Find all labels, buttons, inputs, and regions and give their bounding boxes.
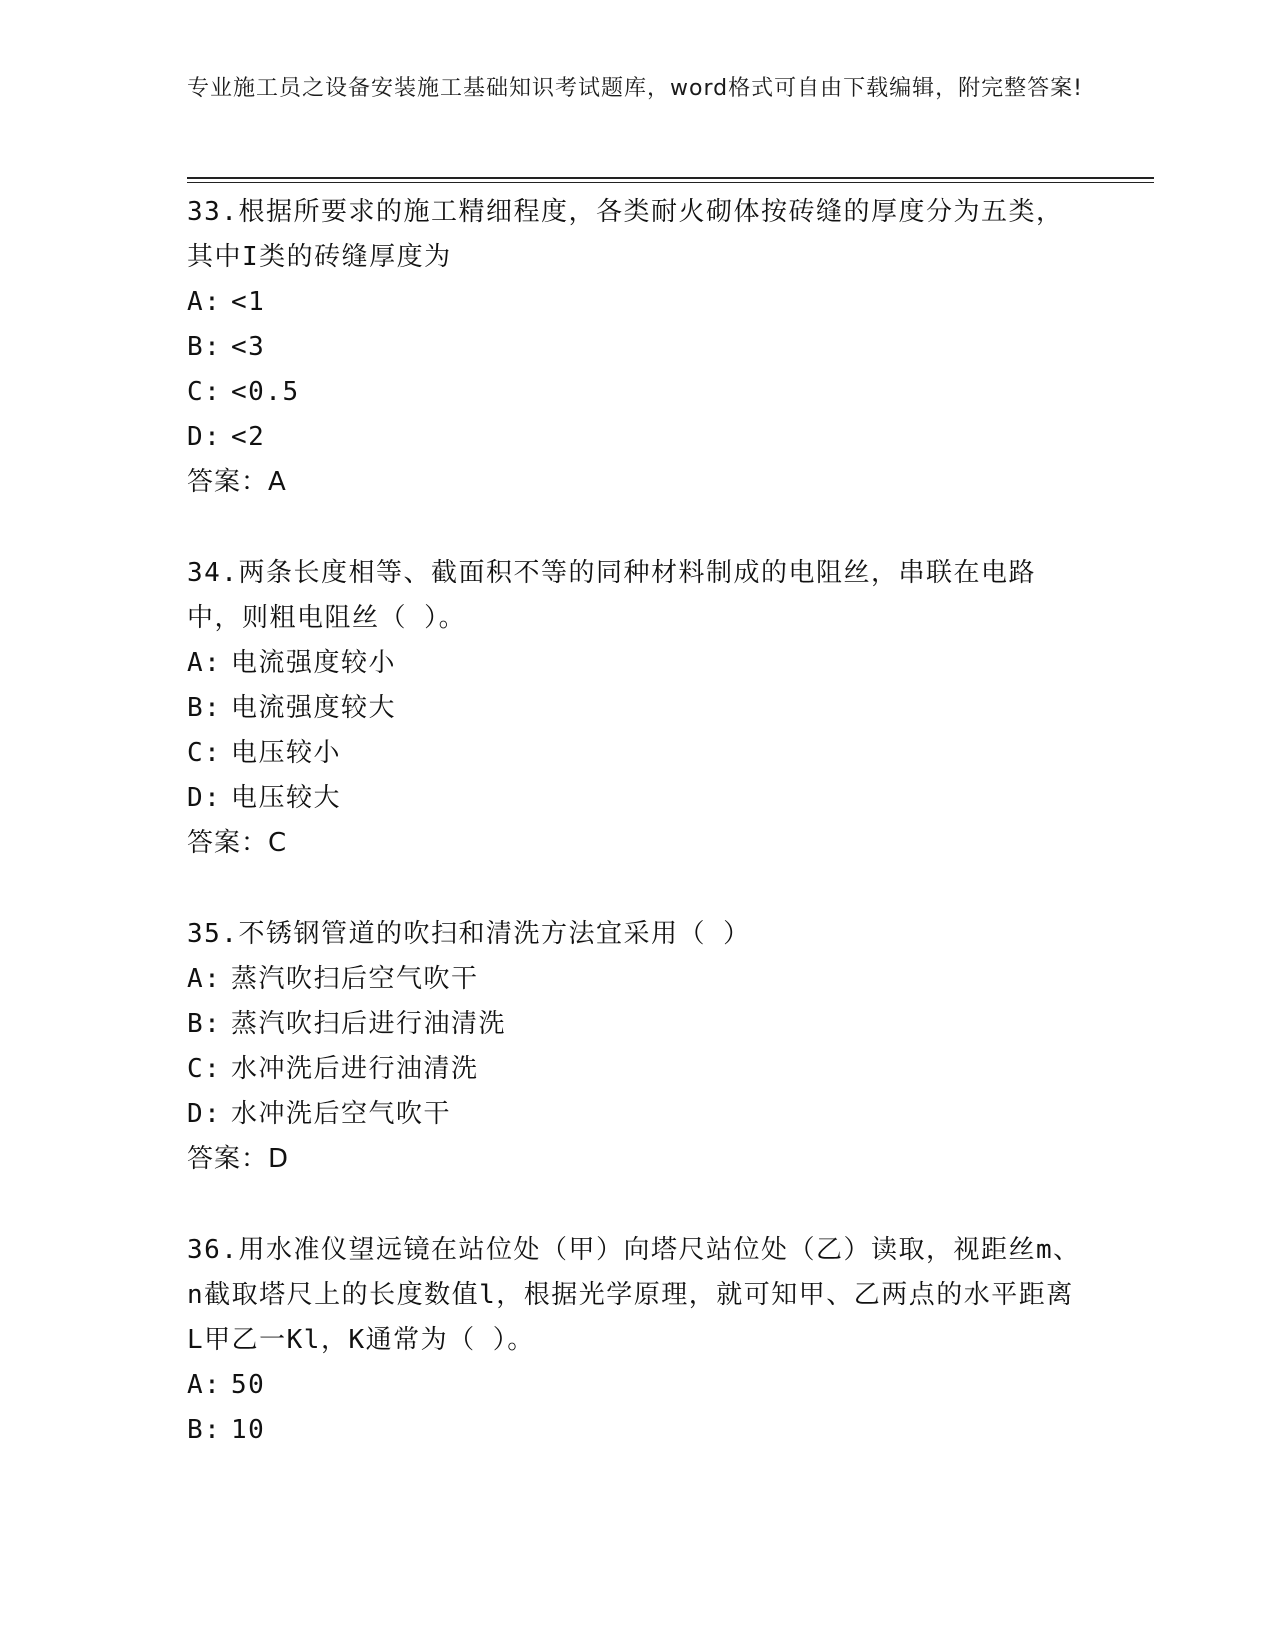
option-c: [187, 731, 1087, 776]
option-key: D:: [187, 1099, 222, 1129]
option-b: [187, 325, 1087, 370]
answer-line: 答案：D: [187, 1144, 290, 1174]
option-value: 电压较小: [231, 738, 342, 768]
option-key: A:: [187, 964, 222, 994]
option-key: A:: [187, 1370, 222, 1400]
option-value: 电压较大: [231, 783, 342, 813]
option-key: B:: [187, 693, 222, 723]
question-36: [187, 1228, 1087, 1453]
option-value: 10: [231, 1415, 266, 1445]
option-value: 50: [231, 1370, 266, 1400]
answer-line: 答案：C: [187, 828, 288, 858]
option-value: 电流强度较小: [231, 648, 397, 678]
option-d: [187, 1092, 1087, 1137]
option-d: [187, 776, 1087, 821]
option-c: [187, 370, 1087, 415]
answer-line: 答案：A: [187, 467, 287, 497]
question-list: [187, 190, 1087, 1499]
header-divider-thick: [187, 177, 1154, 179]
document-header: 专业施工员之设备安装施工基础知识考试题库，word格式可自由下载编辑，附完整答案!: [187, 76, 1083, 101]
option-a: [187, 280, 1087, 325]
question-35: [187, 912, 1087, 1182]
question-34: [187, 551, 1087, 866]
option-key: B:: [187, 1415, 222, 1445]
option-a: [187, 957, 1087, 1002]
option-value: <3: [231, 332, 266, 362]
option-value: 水冲洗后空气吹干: [231, 1099, 452, 1129]
option-key: C:: [187, 377, 222, 407]
option-value: <2: [231, 422, 266, 452]
question-33: [187, 190, 1087, 505]
question-text: 35.不锈钢管道的吹扫和清洗方法宜采用（ ）: [187, 919, 751, 949]
option-b: [187, 1408, 1087, 1453]
question-text: 33.根据所要求的施工精细程度，各类耐火砌体按砖缝的厚度分为五类，其中I类的砖缝厚度为: [187, 197, 1064, 272]
option-b: [187, 1002, 1087, 1047]
option-value: 蒸汽吹扫后进行油清洗: [231, 1009, 507, 1039]
question-text: 34.两条长度相等、截面积不等的同种材料制成的电阻丝，串联在电路中，则粗电阻丝（ ）。: [187, 558, 1036, 633]
question-text: 36.用水准仪望远镜在站位处（甲）向塔尺站位处（乙）读取，视距丝m、n截取塔尺上的长度数值l，根据光学原理，就可知甲、乙两点的水平距离L甲乙一Kl，K通常为（ ）。: [187, 1235, 1081, 1355]
option-key: D:: [187, 422, 222, 452]
option-key: C:: [187, 1054, 222, 1084]
option-value: 水冲洗后进行油清洗: [231, 1054, 479, 1084]
option-key: A:: [187, 287, 222, 317]
option-c: [187, 1047, 1087, 1092]
option-value: 电流强度较大: [231, 693, 397, 723]
option-key: B:: [187, 332, 222, 362]
option-a: [187, 1363, 1087, 1408]
option-key: A:: [187, 648, 222, 678]
option-value: 蒸汽吹扫后空气吹干: [231, 964, 479, 994]
option-value: <1: [231, 287, 266, 317]
option-b: [187, 686, 1087, 731]
option-key: D:: [187, 783, 222, 813]
option-value: <0.5: [231, 377, 300, 407]
option-a: [187, 641, 1087, 686]
option-key: B:: [187, 1009, 222, 1039]
header-divider-thin: [187, 182, 1154, 183]
option-key: C:: [187, 738, 222, 768]
option-d: [187, 415, 1087, 460]
